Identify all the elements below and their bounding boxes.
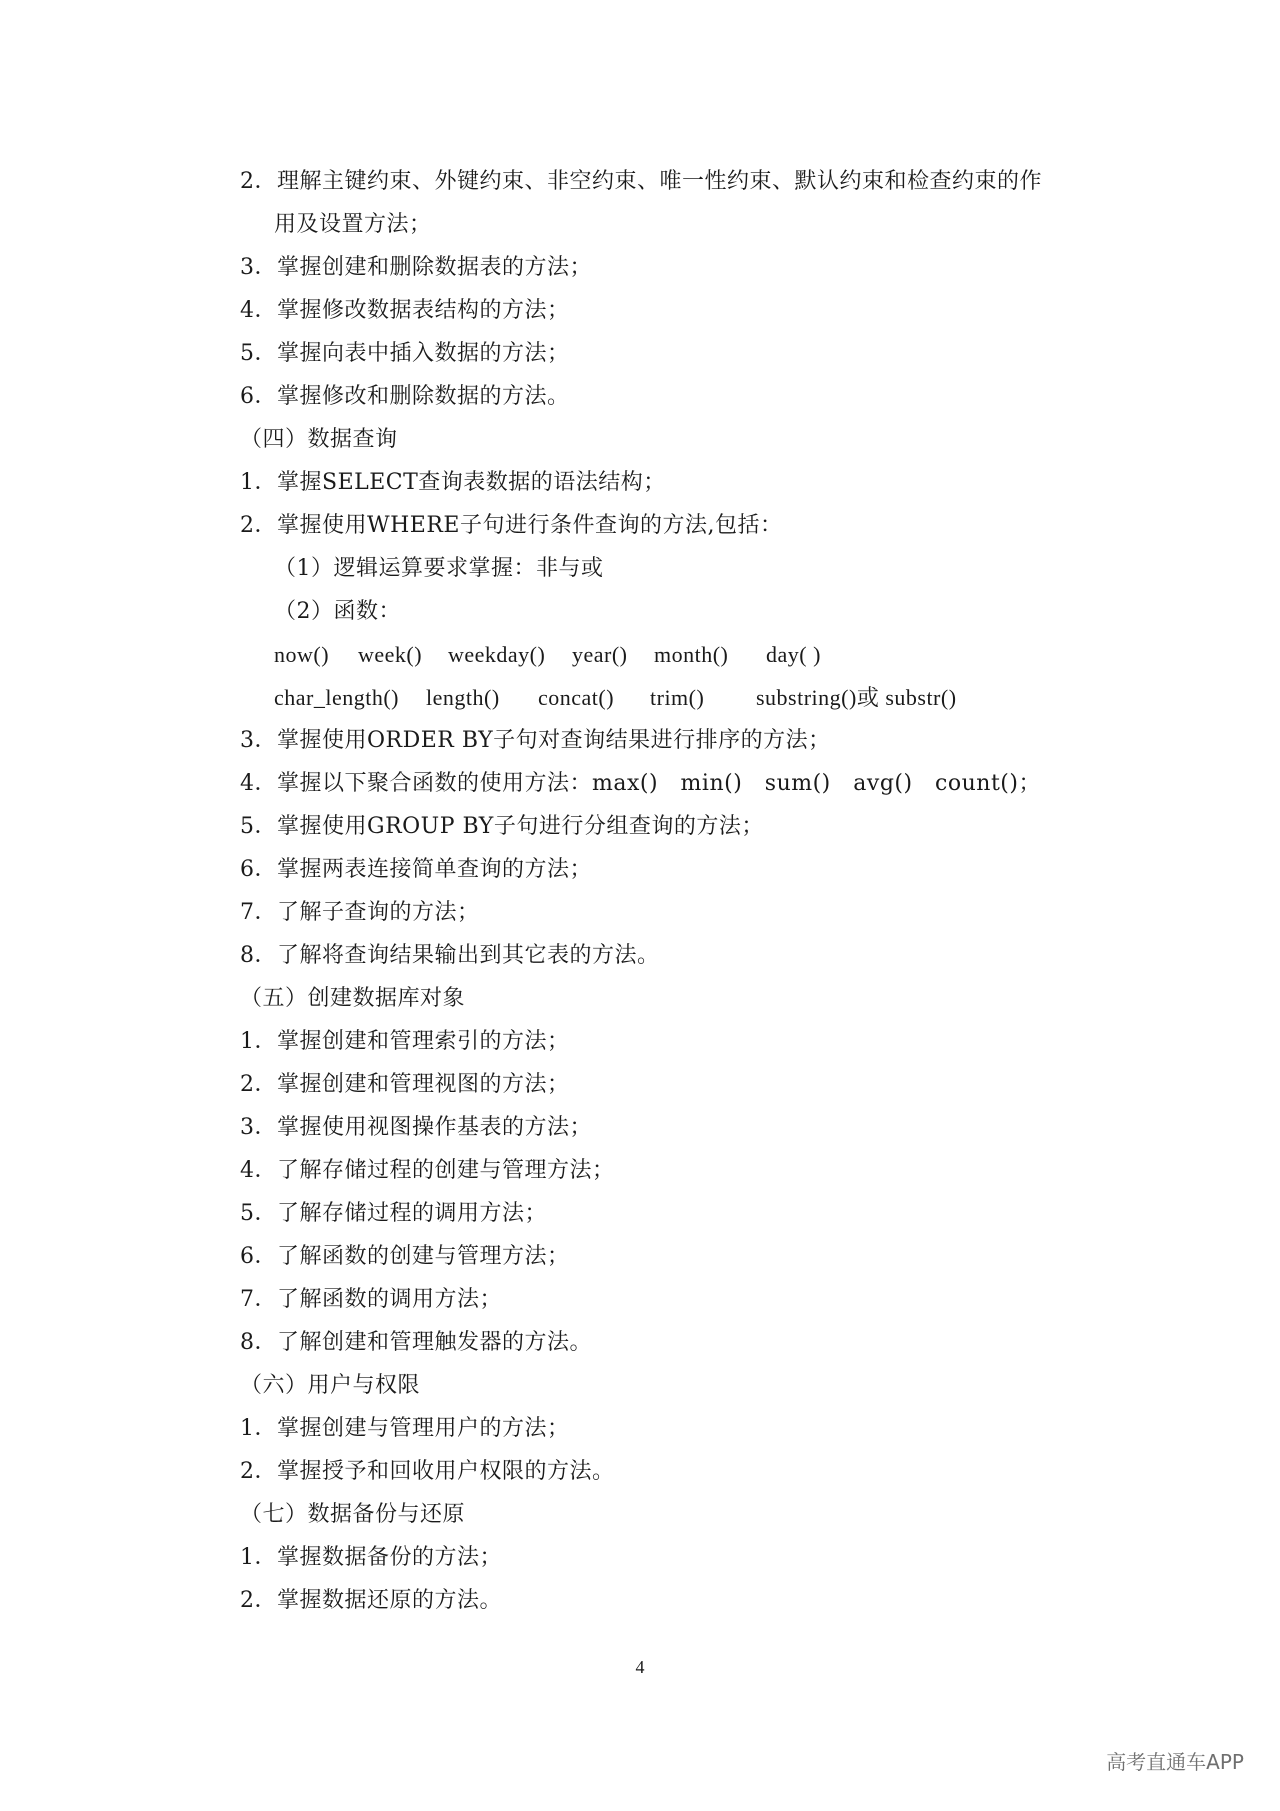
text-line: 1．掌握创建与管理用户的方法； [240, 1416, 570, 1441]
document-body [240, 160, 1100, 1622]
text-line: 4．了解存储过程的创建与管理方法； [240, 1158, 615, 1183]
function-name: length() [426, 685, 500, 710]
text-line: 2．理解主键约束、外键约束、非空约束、唯一性约束、默认约束和检查约束的作 [240, 169, 1042, 194]
watermark: 高考直通车APP [1106, 1750, 1244, 1774]
function-name: year() [572, 642, 628, 667]
text-line: 5．了解存储过程的调用方法； [240, 1201, 547, 1226]
text-line: 8．了解创建和管理触发器的方法。 [240, 1330, 592, 1355]
text-line: 4．掌握修改数据表结构的方法； [240, 298, 570, 323]
page-number: 4 [635, 1657, 645, 1677]
function-name: concat() [538, 685, 615, 710]
text-line: 3．掌握使用ORDER BY子句对查询结果进行排序的方法； [240, 728, 831, 753]
text-line: 6．了解函数的创建与管理方法； [240, 1244, 570, 1269]
text-line: （1）逻辑运算要求掌握：非与或 [274, 556, 604, 581]
function-name: weekday() [448, 642, 546, 667]
section-heading: （四）数据查询 [240, 427, 398, 452]
text-line: 用及设置方法； [274, 212, 432, 237]
text-line: 3．掌握创建和删除数据表的方法； [240, 255, 592, 280]
function-name: trim() [650, 685, 705, 710]
function-name: day( ) [766, 642, 821, 667]
text-line: （2）函数： [274, 599, 401, 624]
text-line: 2．掌握授予和回收用户权限的方法。 [240, 1459, 615, 1484]
text-line: 2．掌握数据还原的方法。 [240, 1588, 502, 1613]
text-line: 8．了解将查询结果输出到其它表的方法。 [240, 943, 660, 968]
text-line: 1．掌握数据备份的方法； [240, 1545, 502, 1570]
text-line: 2．掌握使用WHERE子句进行条件查询的方法,包括： [240, 513, 783, 538]
section-heading: （六）用户与权限 [240, 1373, 421, 1398]
function-name: char_length() [274, 685, 399, 710]
section-heading: （五）创建数据库对象 [240, 986, 466, 1011]
text-line: 5．掌握向表中插入数据的方法； [240, 341, 570, 366]
function-name: substring()或 substr() [756, 685, 957, 710]
text-line: 4．掌握以下聚合函数的使用方法：max() min() sum() avg() count()； [240, 771, 1041, 796]
text-line: 1．掌握SELECT查询表数据的语法结构； [240, 470, 666, 495]
text-line: 7．了解函数的调用方法； [240, 1287, 502, 1312]
section-heading: （七）数据备份与还原 [240, 1502, 466, 1527]
function-name: month() [654, 642, 729, 667]
function-list-row-1 [240, 633, 1100, 676]
text-line: 2．掌握创建和管理视图的方法； [240, 1072, 570, 1097]
text-line: 6．掌握两表连接简单查询的方法； [240, 857, 592, 882]
function-name: now() [274, 642, 330, 667]
text-line: 5．掌握使用GROUP BY子句进行分组查询的方法； [240, 814, 764, 839]
text-line: 7．了解子查询的方法； [240, 900, 480, 925]
text-line: 1．掌握创建和管理索引的方法； [240, 1029, 570, 1054]
function-list-row-2 [240, 676, 1100, 719]
function-name: week() [358, 642, 423, 667]
text-line: 6．掌握修改和删除数据的方法。 [240, 384, 570, 409]
text-line: 3．掌握使用视图操作基表的方法； [240, 1115, 592, 1140]
